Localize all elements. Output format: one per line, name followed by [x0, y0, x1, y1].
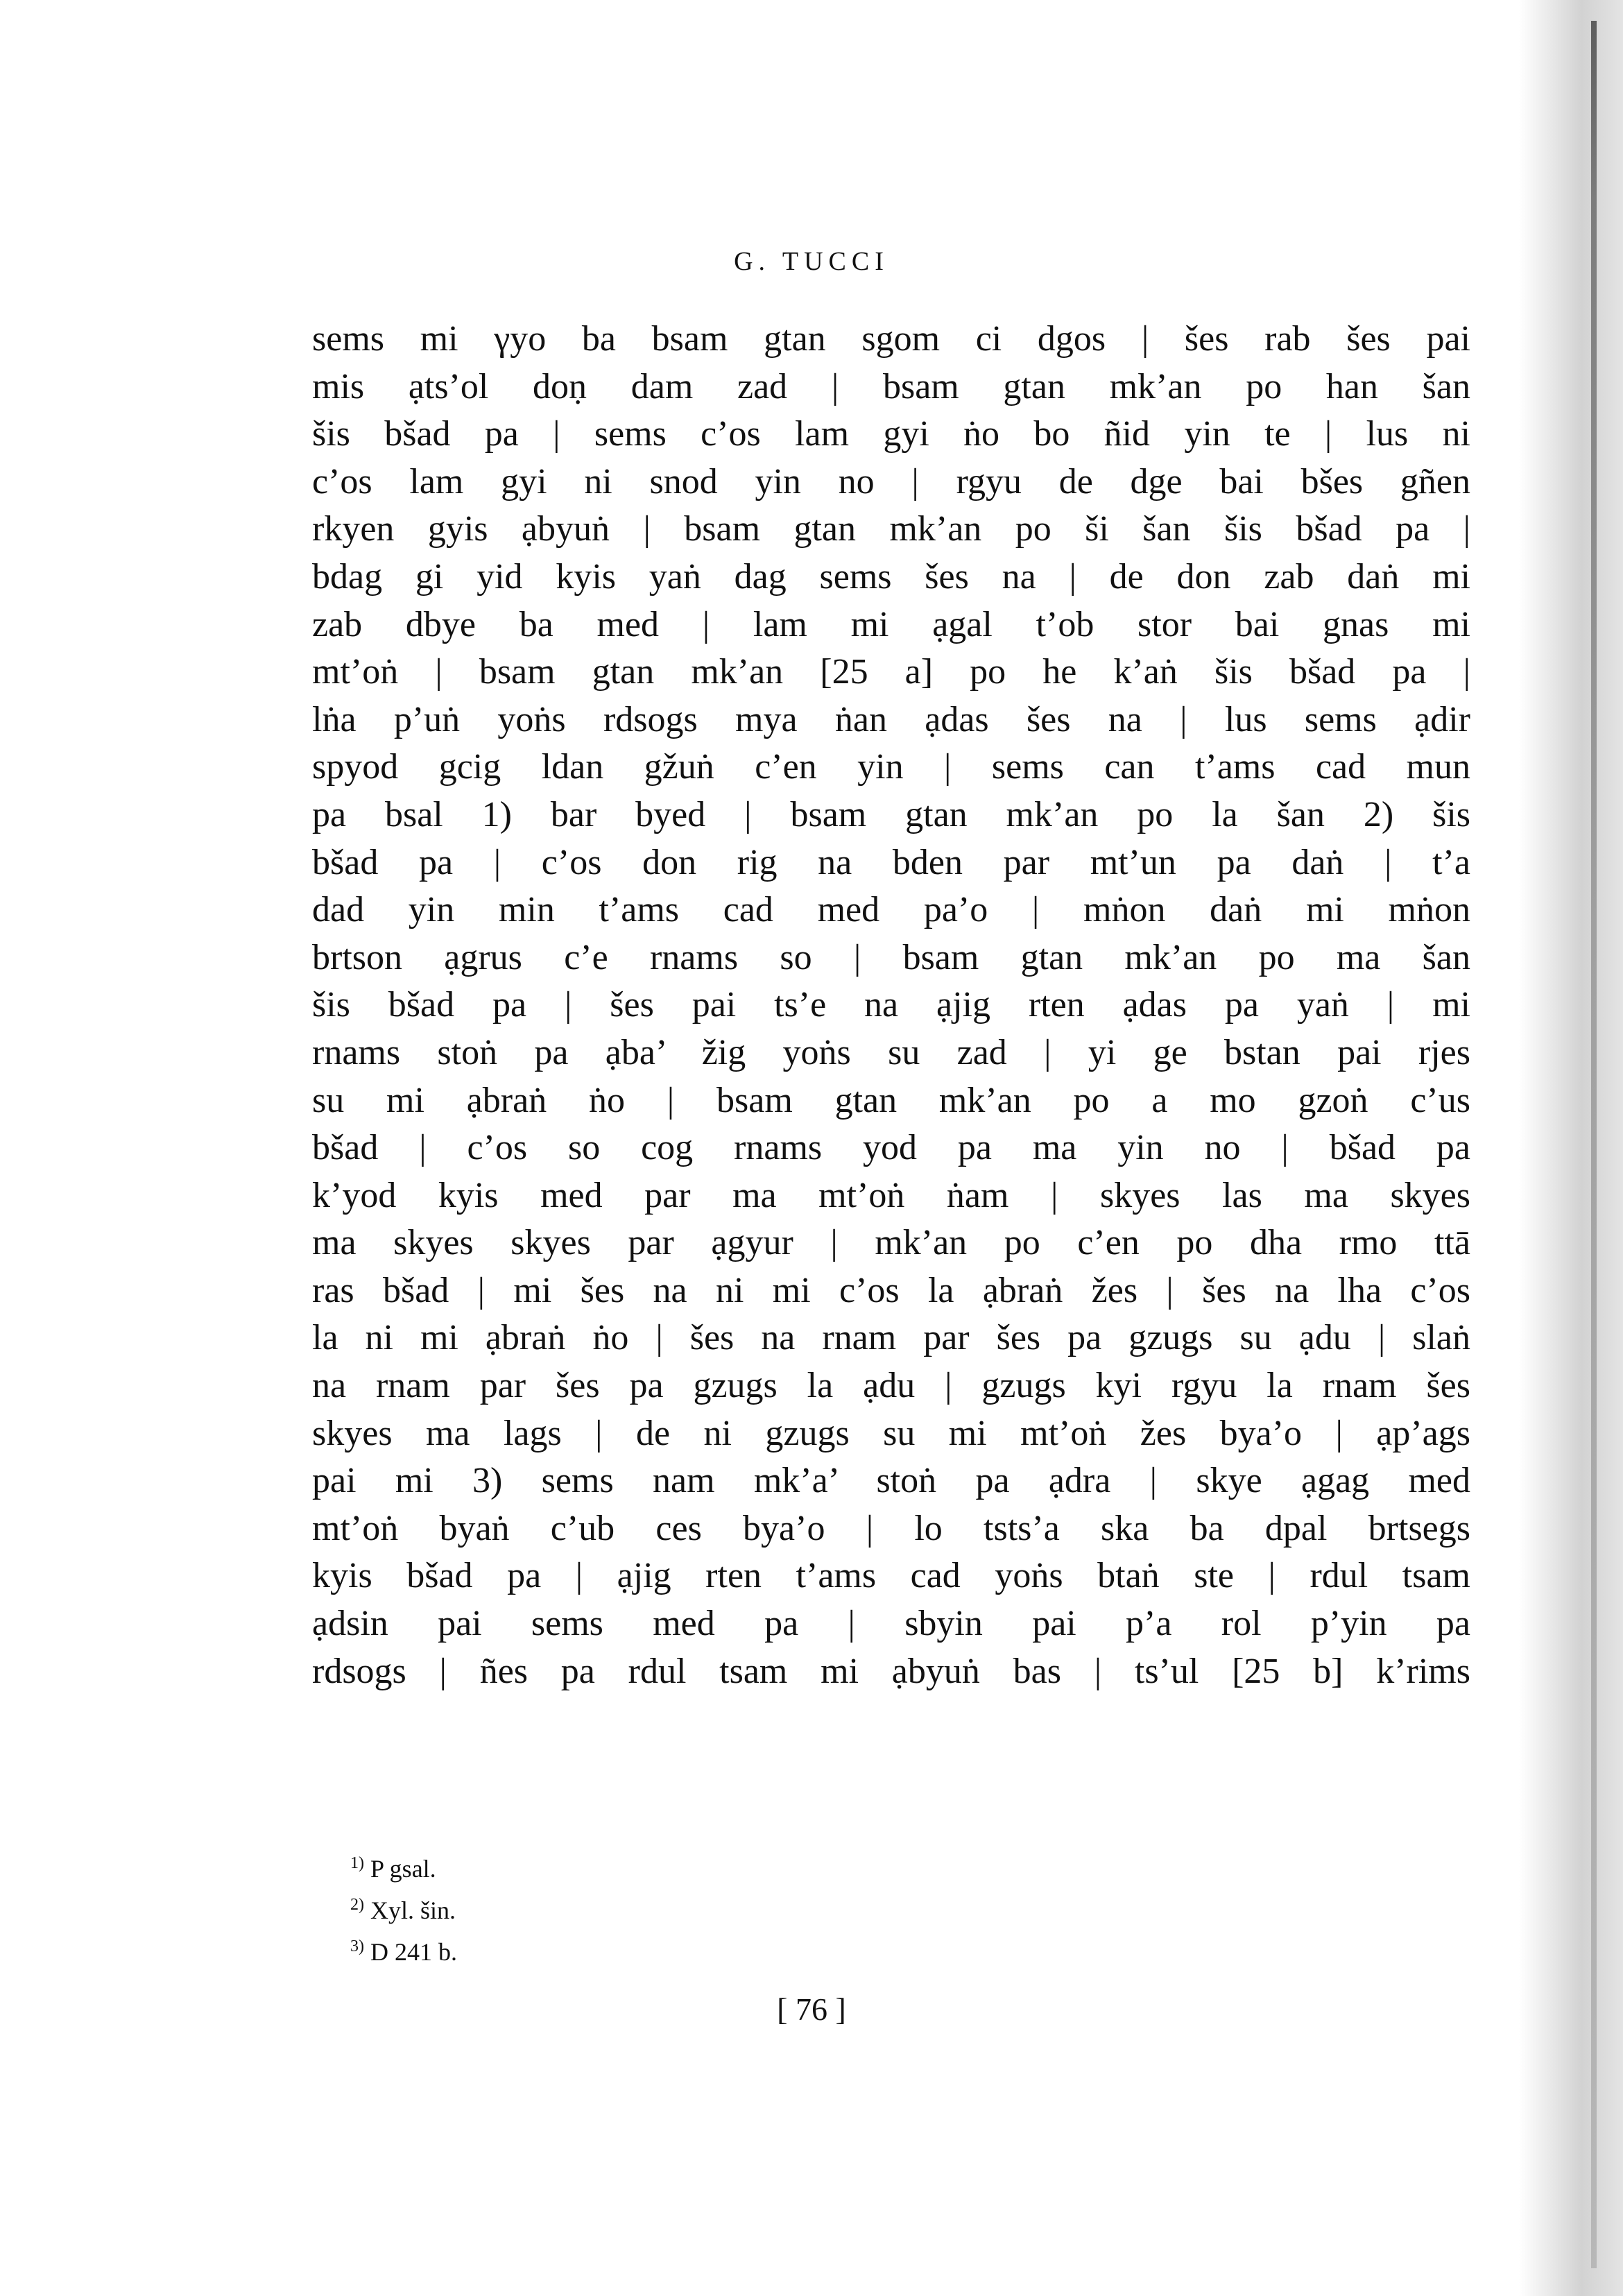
footnotes — [350, 1845, 457, 1970]
binding-edge — [1591, 21, 1597, 2268]
footnote — [350, 1887, 457, 1928]
body-text — [312, 316, 1470, 1695]
text-line: bšad | c’os so cog rnams yod pa ma yin no | bšad pa — [312, 1128, 1470, 1168]
text-line: zab dbye ba med | lam mi ạgal t’ob stor bai gnas mi — [312, 604, 1470, 644]
text-line: c’os lam gyi ni snod yin no | rgyu de dge bai bšes gñen — [312, 461, 1470, 502]
text-line: sems mi γyo ba bsam gtan sgom ci dgos | šes rab šes pai — [312, 319, 1470, 359]
text-line: ras bšad | mi šes na ni mi c’os la ạbraṅ žes | šes na lha c’os — [312, 1270, 1470, 1310]
footnote-text: P gsal. — [370, 1855, 436, 1883]
footnote-text: D 241 b. — [370, 1938, 457, 1966]
text-line: lṅa p’uṅ yoṅs rdsogs mya ṅan ạdas šes na | lus sems ạdir — [312, 699, 1470, 739]
text-line: brtson ạgrus c’e rnams so | bsam gtan mk’an po ma šan — [312, 937, 1470, 977]
text-line: ạdsin pai sems med pa | sbyin pai p’a rol p’yin pa — [312, 1604, 1470, 1644]
footnote-mark: 3) — [350, 1937, 364, 1955]
text-line: šis bšad pa | sems c’os lam gyi ṅo bo ñid yin te | lus ni — [312, 414, 1470, 454]
text-line: kyis bšad pa | ạjig rten t’ams cad yoṅs btaṅ ste | rdul tsam — [312, 1556, 1470, 1596]
text-line: na rnam par šes pa gzugs la ạdu | gzugs kyi rgyu la rnam šes — [312, 1366, 1470, 1406]
page-edge-shadow — [1519, 0, 1623, 2296]
text-line: mis ạts’ol doṇ dam zad | bsam gtan mk’an po han šan — [312, 366, 1470, 406]
text-line: skyes ma lags | de ni gzugs su mi mt’oṅ žes bya’o | ạp’ags — [312, 1413, 1470, 1453]
text-line: rkyen gyis ạbyuṅ | bsam gtan mk’an po ši šan šis bšad pa | — [312, 509, 1470, 549]
footnote — [350, 1928, 457, 1970]
text-line: rnams stoṅ pa ạba’ žig yoṅs su zad | yi ge bstan pai rjes — [312, 1032, 1470, 1072]
text-line: dad yin min t’ams cad med pa’o | mṅon daṅ mi mṅon — [312, 890, 1470, 930]
text-line: su mi ạbraṅ ṅo | bsam gtan mk’an po a mo gzoṅ c’us — [312, 1080, 1470, 1120]
text-line: pa bsal 1) bar byed | bsam gtan mk’an po la šan 2) šis — [312, 794, 1470, 834]
text-line: la ni mi ạbraṅ ṅo | šes na rnam par šes pa gzugs su ạdu | slaṅ — [312, 1318, 1470, 1358]
running-head: G. TUCCI — [734, 247, 889, 276]
footnote-mark: 1) — [350, 1854, 364, 1872]
text-line: bšad pa | c’os don rig na bden par mt’un pa daṅ | t’a — [312, 842, 1470, 882]
text-line: šis bšad pa | šes pai ts’e na ạjig rten ạdas pa yaṅ | mi — [312, 985, 1470, 1025]
text-line: spyod gcig ldan gžuṅ c’en yin | sems can t’ams cad mun — [312, 747, 1470, 787]
text-line: bdag gi yid kyis yaṅ dag sems šes na | de don zab daṅ mi — [312, 556, 1470, 597]
footnote-mark: 2) — [350, 1896, 364, 1914]
text-line: k’yod kyis med par ma mt’oṅ ṅam | skyes las ma skyes — [312, 1175, 1470, 1215]
text-line: ma skyes skyes par ạgyur | mk’an po c’en po dha rmo ttā — [312, 1223, 1470, 1263]
footnote — [350, 1845, 457, 1887]
text-line: mt’oṅ byaṅ c’ub ces bya’o | lo tsts’a ska ba dpal brtsegs — [312, 1508, 1470, 1548]
footnote-text: Xyl. šin. — [370, 1896, 456, 1924]
page-number: [ 76 ] — [777, 1991, 846, 2027]
text-line: mt’oṅ | bsam gtan mk’an [25 a] po he k’aṅ šis bšad pa | — [312, 652, 1470, 692]
text-line: rdsogs | ñes pa rdul tsam mi ạbyuṅ bas | ts’ul [25 b] k’rims — [312, 1651, 1470, 1691]
text-line: pai mi 3) sems nam mk’a’ stoṅ pa ạdra | skye ạgag med — [312, 1461, 1470, 1501]
